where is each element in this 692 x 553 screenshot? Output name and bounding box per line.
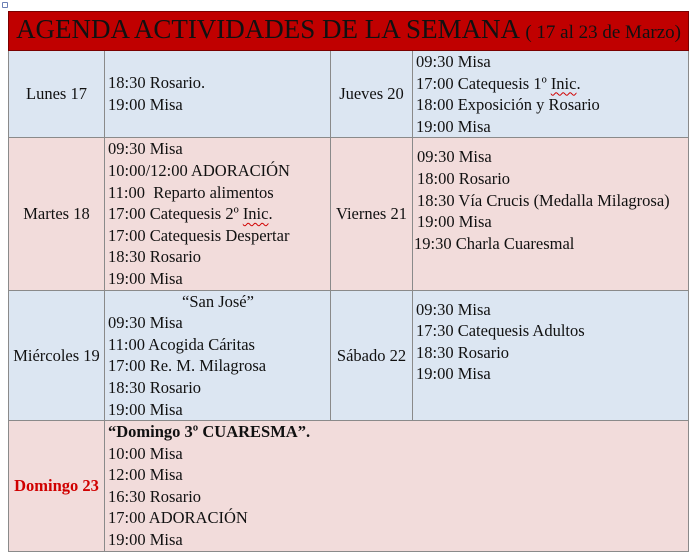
events-cell-miercoles bbox=[105, 290, 331, 421]
event-item: 19:00 Misa bbox=[108, 94, 183, 114]
event-item: 16:30 Rosario bbox=[108, 486, 202, 506]
event-item: 19:00 Misa bbox=[417, 212, 492, 232]
events-cell-lunes bbox=[105, 51, 331, 138]
event-item: 18:00 Rosario bbox=[417, 168, 511, 188]
event-item: 18:00 Exposición y Rosario bbox=[416, 95, 600, 115]
event-item: 18:30 Rosario bbox=[108, 247, 202, 267]
event-item: 17:30 Catequesis Adultos bbox=[416, 321, 585, 341]
title-main: AGENDA ACTIVIDADES DE LA SEMANA bbox=[16, 14, 519, 44]
event-item: 11:00 Reparto alimentos bbox=[108, 182, 274, 202]
event-item: 09:30 Misa bbox=[416, 52, 491, 71]
title-sub: ( 17 al 23 de Marzo) bbox=[525, 22, 681, 43]
event-item: 19:00 Misa bbox=[416, 364, 491, 384]
event-item-abbr: Inic bbox=[242, 204, 269, 224]
event-heading: “San José” bbox=[182, 291, 254, 311]
event-item: 19:00 Misa bbox=[108, 399, 183, 419]
event-item: 19:00 Misa bbox=[108, 530, 183, 550]
day-cell-miercoles: Miércoles 19 bbox=[9, 290, 105, 421]
event-item: 17:00 Catequesis Despertar bbox=[108, 225, 290, 245]
event-item: 18:30 Rosario bbox=[416, 342, 510, 362]
weekly-agenda-table bbox=[8, 11, 689, 552]
day-cell-martes: Martes 18 bbox=[9, 138, 105, 290]
event-item: 10:00/12:00 ADORACIÓN bbox=[108, 160, 290, 180]
day-cell-jueves: Jueves 20 bbox=[331, 51, 413, 138]
events-cell-jueves bbox=[413, 51, 689, 138]
events-cell-sabado bbox=[413, 290, 689, 421]
event-item: 17:00 Re. M. Milagrosa bbox=[108, 356, 267, 376]
event-item: 19:30 Charla Cuaresmal bbox=[414, 233, 575, 253]
events-cell-domingo bbox=[105, 421, 689, 552]
table-row bbox=[9, 290, 689, 421]
event-item-abbr: Inic bbox=[550, 73, 577, 93]
events-cell-martes bbox=[105, 138, 331, 290]
event-item: 18:30 Vía Crucis (Medalla Milagrosa) bbox=[417, 190, 670, 210]
event-item: 17:00 Catequesis 2º Inic. bbox=[108, 204, 273, 224]
event-item: 17:00 Catequesis 1º Inic. bbox=[416, 73, 581, 93]
title-row bbox=[9, 12, 689, 51]
table-row bbox=[9, 421, 689, 552]
event-item: 18:30 Rosario bbox=[108, 377, 202, 397]
event-item: 19:00 Misa bbox=[416, 116, 491, 136]
event-item: 12:00 Misa bbox=[108, 465, 183, 485]
event-item: 11:00 Acogida Cáritas bbox=[108, 334, 255, 354]
event-item: 10:00 Misa bbox=[108, 443, 183, 463]
event-item: 19:00 Misa bbox=[108, 268, 183, 288]
event-heading: “Domingo 3º CUARESMA”. bbox=[108, 422, 311, 442]
page-title bbox=[9, 12, 689, 51]
table-row bbox=[9, 51, 689, 138]
day-cell-viernes bbox=[331, 138, 413, 290]
event-item: 17:00 ADORACIÓN bbox=[108, 508, 248, 528]
sunday-label: Domingo 23 bbox=[14, 476, 99, 496]
day-cell-lunes: Lunes 17 bbox=[9, 51, 105, 138]
event-item: 18:30 Rosario. bbox=[108, 73, 206, 92]
day-cell-domingo bbox=[9, 421, 105, 552]
day-label: Viernes 21 bbox=[336, 204, 407, 224]
event-item: 09:30 Misa bbox=[108, 139, 183, 159]
table-row bbox=[9, 138, 689, 290]
events-cell-viernes bbox=[413, 138, 689, 290]
event-item: 09:30 Misa bbox=[108, 313, 183, 333]
day-cell-sabado: Sábado 22 bbox=[331, 290, 413, 421]
event-item: 09:30 Misa bbox=[417, 147, 492, 167]
event-item: 09:30 Misa bbox=[416, 299, 491, 319]
anchor-icon bbox=[1, 1, 8, 8]
